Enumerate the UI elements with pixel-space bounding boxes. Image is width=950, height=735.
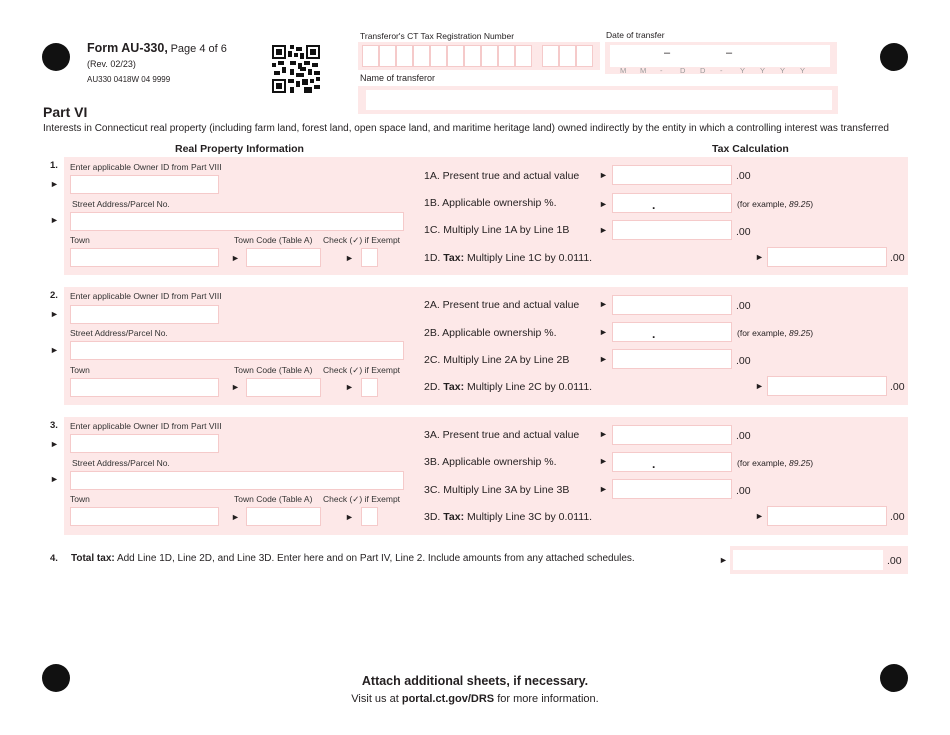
reg-digit-cell[interactable]: [413, 45, 430, 67]
owner-id-input[interactable]: [70, 305, 219, 324]
line-2c-label: 2C. Multiply Line 2A by Line 2B: [424, 354, 570, 366]
total-label: Total tax: Add Line 1D, Line 2D, and Line 3D. Enter here and on Part IV, Line 2. Include amounts from any attached schedules.: [71, 553, 635, 564]
section-number: 3.: [50, 420, 58, 431]
qr-code-icon: [272, 45, 320, 93]
arrow-icon: ►: [50, 345, 59, 355]
town-label: Town: [70, 235, 90, 245]
reg-digit-cell[interactable]: [447, 45, 464, 67]
arrow-icon: ►: [50, 215, 59, 225]
owner-id-label: Enter applicable Owner ID from Part VIII: [70, 421, 222, 431]
exempt-label: Check (✓) if Exempt: [323, 365, 401, 375]
attach-note: Attach additional sheets, if necessary.: [361, 674, 589, 688]
line-2b-label: 2B. Applicable ownership %.: [424, 327, 557, 339]
line-1d-label: 1D. Tax: Multiply Line 1C by 0.0111.: [424, 252, 593, 264]
line-3b-label: 3B. Applicable ownership %.: [424, 456, 557, 468]
date-of-transfer-input[interactable]: [610, 45, 830, 67]
reg-digit-cell[interactable]: [481, 45, 498, 67]
arrow-icon: ►: [599, 429, 608, 439]
arrow-icon: ►: [599, 327, 608, 337]
cents-label: .00: [890, 381, 905, 393]
reg-digit-cell[interactable]: [362, 45, 379, 67]
reg-digit-cell[interactable]: [515, 45, 532, 67]
arrow-icon: ►: [231, 382, 240, 392]
arrow-icon: ►: [599, 299, 608, 309]
street-address-input[interactable]: [70, 471, 404, 490]
street-address-input[interactable]: [70, 341, 404, 360]
line-1c-label: 1C. Multiply Line 1A by Line 1B: [424, 224, 570, 236]
col-right-header: Tax Calculation: [712, 143, 789, 155]
visit-note: Visit us at portal.ct.gov/DRS for more information.: [351, 693, 599, 705]
cents-label: .00: [736, 430, 751, 442]
section-number: 1.: [50, 160, 58, 171]
exempt-checkbox[interactable]: [361, 378, 378, 397]
arrow-icon: ►: [50, 474, 59, 484]
name-of-transferor-input[interactable]: [366, 90, 832, 110]
line-3d-input[interactable]: [767, 506, 887, 526]
arrow-icon: ►: [599, 484, 608, 494]
cents-label: .00: [890, 511, 905, 523]
line-2c-input[interactable]: [612, 349, 732, 369]
cents-label: .00: [736, 170, 751, 182]
line-2b-input[interactable]: [612, 322, 732, 342]
registration-label: Transferor's CT Tax Registration Number: [360, 31, 515, 41]
line-2a-input[interactable]: [612, 295, 732, 315]
date-label: Date of transfer: [606, 30, 665, 40]
registration-mark: [880, 43, 908, 71]
town-input[interactable]: [70, 507, 219, 526]
registration-mark: [42, 43, 70, 71]
arrow-icon: ►: [50, 179, 59, 189]
line-2d-input[interactable]: [767, 376, 887, 396]
example-note: (for example, 89.25): [737, 328, 814, 338]
reg-digit-cell[interactable]: [396, 45, 413, 67]
line-3a-label: 3A. Present true and actual value: [424, 429, 580, 441]
line-1b-label: 1B. Applicable ownership %.: [424, 197, 557, 209]
cents-label: .00: [890, 252, 905, 264]
total-number: 4.: [50, 553, 58, 564]
town-label: Town: [70, 494, 90, 504]
line-1d-input[interactable]: [767, 247, 887, 267]
portal-link[interactable]: portal.ct.gov/DRS: [401, 693, 495, 705]
arrow-icon: ►: [719, 555, 728, 565]
cents-label: .00: [887, 555, 902, 567]
owner-id-label: Enter applicable Owner ID from Part VIII: [70, 291, 222, 301]
line-2d-label: 2D. Tax: Multiply Line 2C by 0.0111.: [424, 381, 593, 393]
arrow-icon: ►: [50, 309, 59, 319]
street-label: Street Address/Parcel No.: [72, 199, 170, 209]
decimal-point: .: [652, 198, 656, 212]
section-number: 2.: [50, 290, 58, 301]
line-1b-input[interactable]: [612, 193, 732, 213]
arrow-icon: ►: [755, 511, 764, 521]
line-1c-input[interactable]: [612, 220, 732, 240]
arrow-icon: ►: [50, 439, 59, 449]
decimal-point: .: [652, 327, 656, 341]
reg-digit-cell[interactable]: [430, 45, 447, 67]
arrow-icon: ►: [599, 456, 608, 466]
line-3d-label: 3D. Tax: Multiply Line 3C by 0.0111.: [424, 511, 593, 523]
town-code-label: Town Code (Table A): [234, 365, 313, 375]
line-2a-label: 2A. Present true and actual value: [424, 299, 580, 311]
arrow-icon: ►: [599, 354, 608, 364]
example-note: (for example, 89.25): [737, 458, 814, 468]
cents-label: .00: [736, 355, 751, 367]
arrow-icon: ►: [755, 381, 764, 391]
exempt-checkbox[interactable]: [361, 248, 378, 267]
reg-digit-cell[interactable]: [542, 45, 559, 67]
line-3c-input[interactable]: [612, 479, 732, 499]
form-title: Form AU-330,: [87, 41, 168, 55]
street-label: Street Address/Parcel No.: [72, 458, 170, 468]
owner-id-input[interactable]: [70, 434, 219, 453]
owner-id-label: Enter applicable Owner ID from Part VIII: [70, 162, 222, 172]
line-3a-input[interactable]: [612, 425, 732, 445]
form-code: AU330 0418W 04 9999: [87, 75, 171, 84]
form-title-line: [87, 41, 227, 55]
arrow-icon: ►: [755, 252, 764, 262]
reg-digit-cell[interactable]: [464, 45, 481, 67]
line-3c-label: 3C. Multiply Line 3A by Line 3B: [424, 484, 570, 496]
decimal-point: .: [652, 457, 656, 471]
line-1a-input[interactable]: [612, 165, 732, 185]
date-dash: –: [664, 47, 671, 59]
reg-digit-cell[interactable]: [576, 45, 593, 67]
part-description: Interests in Connecticut real property (including farm land, forest land, open space land, and maritime heritage land) owned indirectly by the entity in which a controlling interest was transferred: [43, 123, 889, 134]
town-code-input[interactable]: [246, 507, 321, 526]
line-3b-input[interactable]: [612, 452, 732, 472]
date-dash: –: [726, 47, 733, 59]
street-address-input[interactable]: [70, 212, 404, 231]
arrow-icon: ►: [599, 170, 608, 180]
total-tax-input[interactable]: [733, 550, 883, 570]
arrow-icon: ►: [599, 225, 608, 235]
arrow-icon: ►: [345, 253, 354, 263]
town-input[interactable]: [70, 248, 219, 267]
arrow-icon: ►: [231, 253, 240, 263]
name-label: Name of transferor: [360, 73, 436, 83]
town-code-label: Town Code (Table A): [234, 235, 313, 245]
cents-label: .00: [736, 300, 751, 312]
exempt-label: Check (✓) if Exempt: [323, 235, 401, 245]
town-code-input[interactable]: [246, 248, 321, 267]
col-left-header: Real Property Information: [175, 143, 304, 155]
exempt-label: Check (✓) if Exempt: [323, 494, 401, 504]
cents-label: .00: [736, 226, 751, 238]
revision: (Rev. 02/23): [87, 59, 136, 69]
arrow-icon: ►: [599, 199, 608, 209]
town-code-label: Town Code (Table A): [234, 494, 313, 504]
arrow-icon: ►: [345, 512, 354, 522]
street-label: Street Address/Parcel No.: [70, 328, 168, 338]
arrow-icon: ►: [345, 382, 354, 392]
town-label: Town: [70, 365, 90, 375]
town-input[interactable]: [70, 378, 219, 397]
example-note: (for example, 89.25): [737, 199, 814, 209]
town-code-input[interactable]: [246, 378, 321, 397]
owner-id-input[interactable]: [70, 175, 219, 194]
page-info: Page 4 of 6: [170, 43, 227, 55]
exempt-checkbox[interactable]: [361, 507, 378, 526]
reg-digit-cell[interactable]: [379, 45, 396, 67]
reg-digit-cell[interactable]: [498, 45, 515, 67]
arrow-icon: ►: [231, 512, 240, 522]
line-1a-label: 1A. Present true and actual value: [424, 170, 580, 182]
cents-label: .00: [736, 485, 751, 497]
part-title: Part VI: [43, 104, 88, 120]
reg-digit-cell[interactable]: [559, 45, 576, 67]
